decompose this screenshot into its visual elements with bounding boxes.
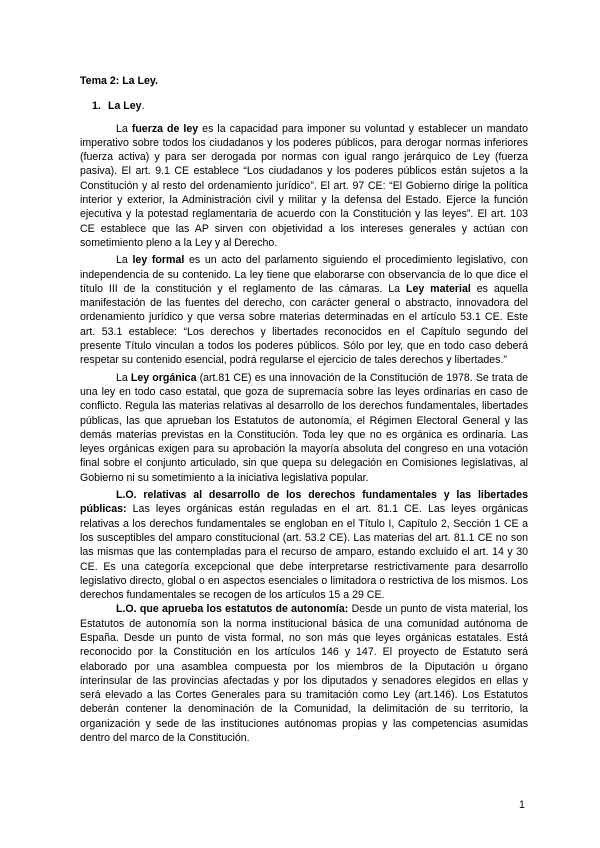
document-title: Tema 2: La Ley. — [80, 75, 158, 87]
section-period: . — [141, 100, 145, 113]
section-label: La Ley — [108, 100, 142, 113]
term-fuerza-de-ley: fuerza de ley — [131, 122, 199, 135]
page-number: 1 — [519, 799, 525, 811]
paragraph-lo-estatutos: L.O. que aprueba los estatutos de autonomía: Desde un punto de vista material, los Estatutos de autonomía son la norma institucional básica de una comunidad autónoma de España. Desde un punto de vista formal, no son más que leyes orgánicas estatales. Está reconocido por la Constitución en los artículos 146 y 147. El proyecto de Estatuto será elaborado por una asamblea compuesta por los miembros de la Diputación u órgano interinsular de las provincias afectadas y por los diputados y senadores elegidos en ellas y será elevado a las Cortes Generales para su tramitación como Ley (art.146). Los Estatutos deberán contener la denominación de la Comunidad, la delimitación de su territorio, la organización y sede de las instituciones autónomas propias y las competencias asumidas dentro del marco de la Constitución. — [80, 603, 529, 745]
term-ley-formal: ley formal — [132, 254, 185, 267]
term-lo-derechos: L.O. relativas al desarrollo de los derechos fundamentales y las libertades públicas: — [80, 489, 528, 516]
paragraph-lo-derechos: L.O. relativas al desarrollo de los derechos fundamentales y las libertades públicas: Las leyes orgánicas están reguladas en el art. 81.1 CE. Las leyes orgánicas relativas a los derechos fundamentales se engloban en el Título I, Capítulo 2, Sección 1 CE a los susceptibles del amparo constitucional (art. 53.2 CE). Las materias del art. 81.1 CE no son las mismas que las contempladas para el recurso de amparo, estando excluido el art. 14 y 30 CE. Es una categoría excepcional que debe interpretarse restrictivamente para desarrollo legislativo directo, global o en aspectos esenciales o limitadora o restrictiva de los mismos. Los derechos fundamentales se recogen de los artículos 15 a 29 CE. — [80, 489, 528, 602]
paragraph-fuerza-de-ley: La fuerza de ley es la capacidad para imponer su voluntad y establecer un mandato imperativo sobre todos los ciudadanos y los poderes públicos, para derogar normas inferiores (fuerza activa) y para ser derogada por normas con igual rango jerárquico de Ley (fuerza pasiva). El art. 9.1 CE establece “Los ciudadanos y los poderes públicos están sujetos a la Constitución y al resto del ordenamiento jurídico”. El art. 97 CE: “El Gobierno dirige la política interior y exterior, la Administración civil y militar y la defensa del Estado. Ejerce la función ejecutiva y la potestad reglamentaria de acuerdo con la Constitución y las leyes”. El art. 103 CE establece que las AP sirven con objetividad a los intereses generales y actúan con sometimiento pleno a la Ley y al Derecho. — [80, 122, 529, 249]
term-lo-estatutos: L.O. que aprueba los estatutos de autonomía: — [116, 603, 349, 616]
term-ley-organica: Ley orgánica — [130, 371, 197, 384]
term-ley-material: Ley material — [405, 282, 471, 295]
paragraph-ley-organica: La Ley orgánica (art.81 CE) es una innovación de la Constitución de 1978. Se trata de una ley en todo caso estatal, que goza de supremacía sobre las leyes ordinarias en caso de conflicto. Regula las materias relativas al desarrollo de los derechos fundamentales, libertades públicas, las que aprueban los Estatutos de autonomía, el Régimen Electoral General y las demás materias previstas en la Constitución. Toda ley que no es orgánica es ordinaria. Las leyes orgánicas exigen para su aprobación la mayoría absoluta del congreso en una votación final sobre el conjunto articulado, sin que quepa su delegación en Comisiones legislativas, al Gobierno ni su sometimiento a la iniciativa legislativa popular. — [80, 371, 529, 484]
page-content — [80, 74, 528, 748]
paragraph-ley-formal: La ley formal es un acto del parlamento siguiendo el procedimiento legislativo, con independencia de su contenido. La ley tiene que elaborarse con observancia de lo que dice el título III de la constitución y el reglamento de las cámaras. La Ley material es aquella manifestación de las fuentes del derecho, con carácter general o abstracto, innovadora del ordenamiento jurídico y que versa sobre materias determinadas en el artículo 53.1 CE. Este art. 53.1 establece: “Los derechos y libertades reconocidos en el Capítulo segundo del presente Título vinculan a todos los poderes públicos. Sólo por ley, que en todo caso deberá respetar su contenido esencial, podrá regularse el ejercicio de tales derechos y libertades.” — [80, 254, 529, 367]
section-heading — [92, 99, 528, 113]
section-number: 1. — [92, 100, 101, 113]
